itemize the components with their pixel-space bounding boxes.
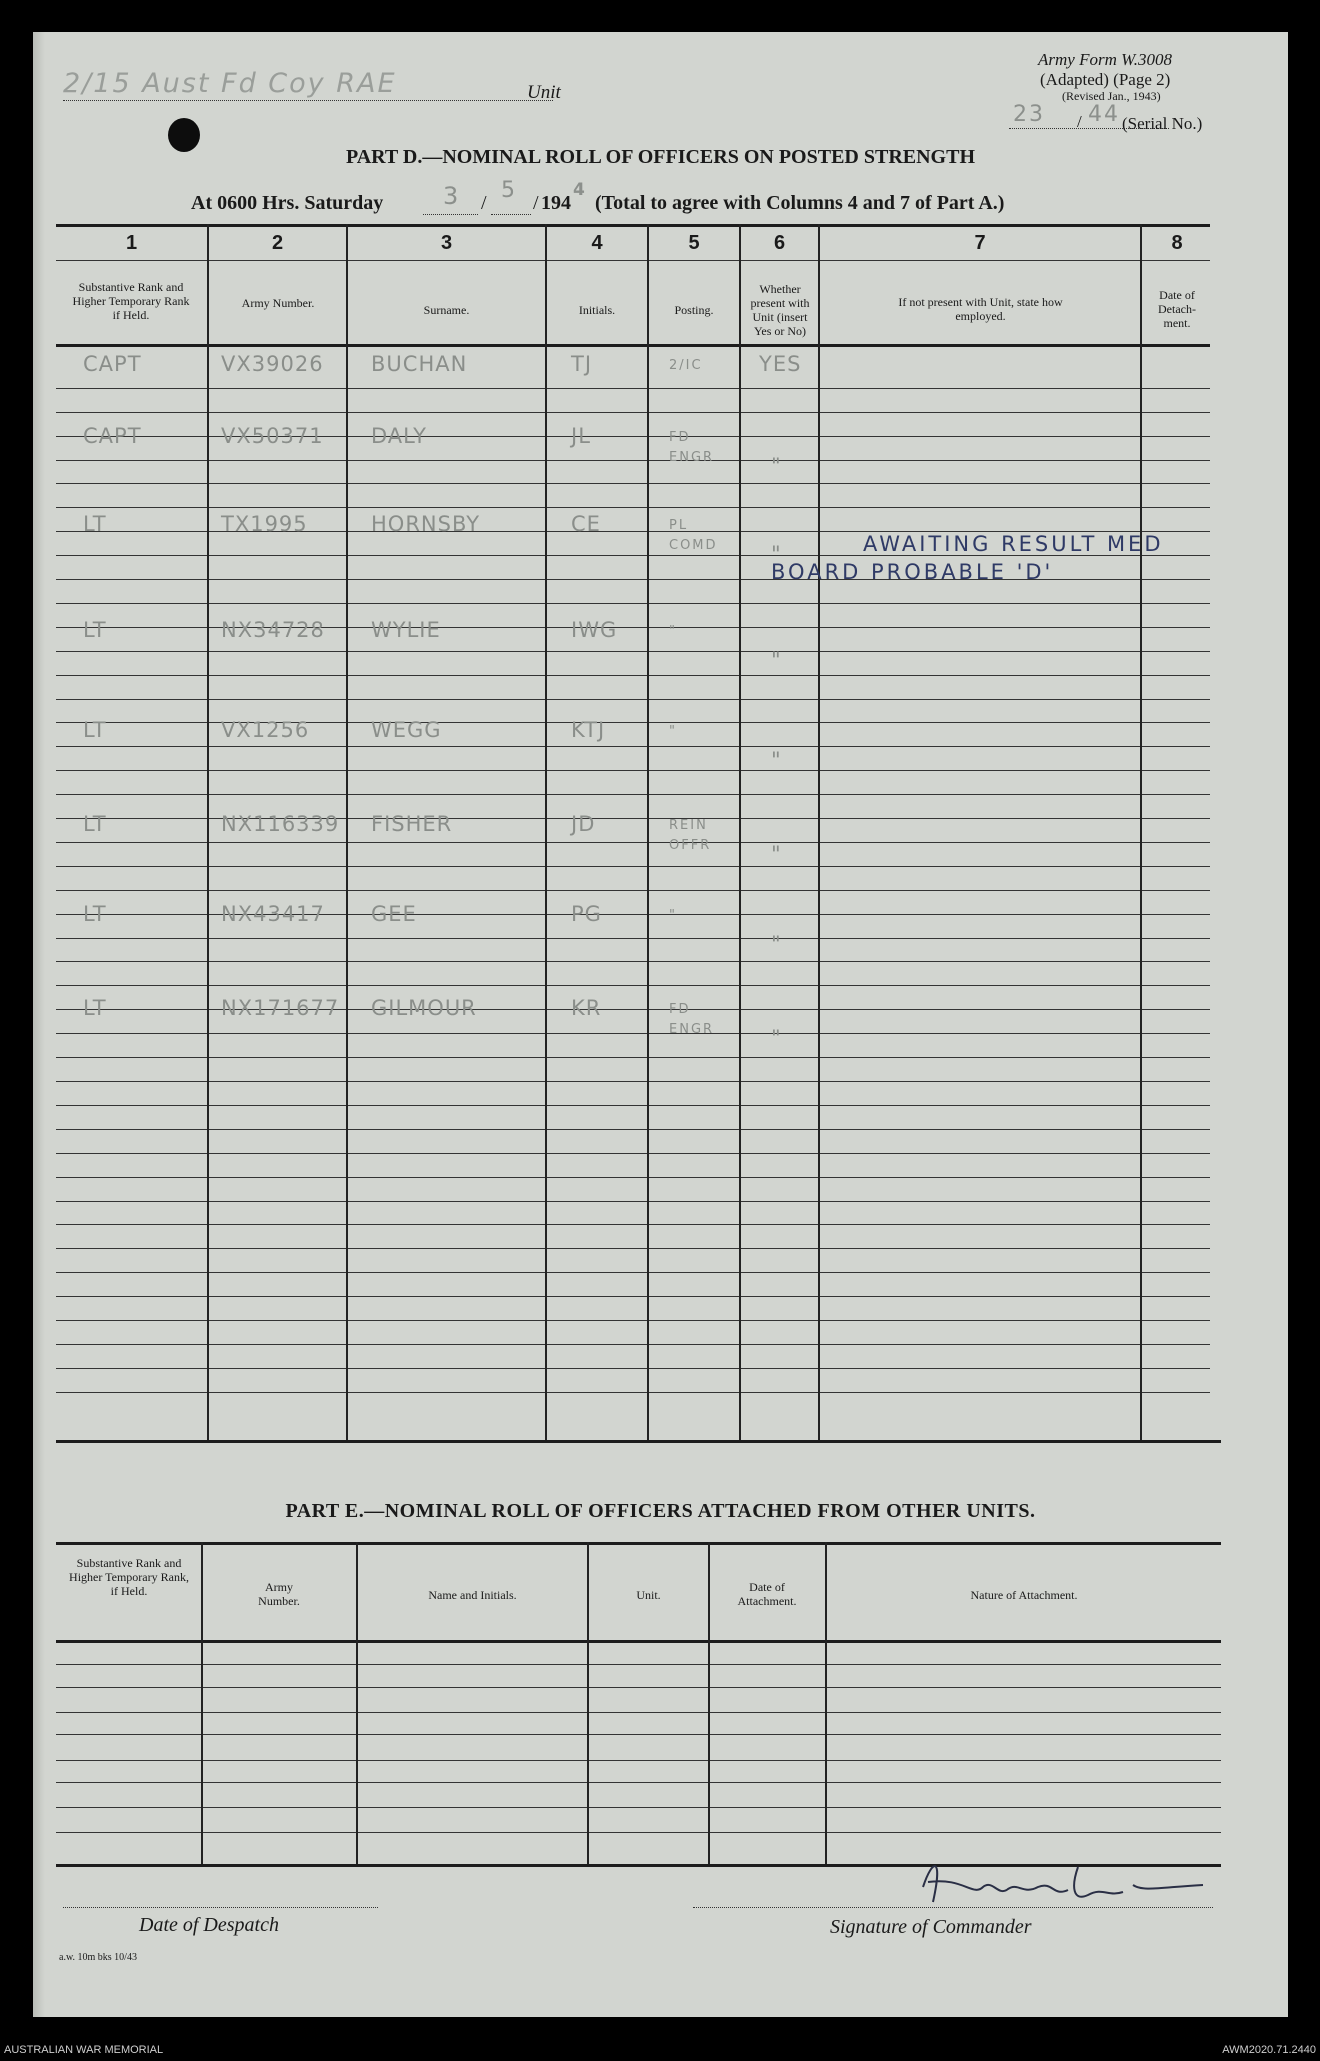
row-initials: JL	[571, 424, 591, 448]
unit-dotted-line	[63, 100, 553, 101]
col-num-4: 4	[591, 232, 603, 254]
col-num-5: 5	[688, 232, 700, 254]
row-number: VX39026	[221, 352, 324, 376]
row-number: NX116339	[221, 812, 340, 836]
row-initials: JD	[571, 812, 596, 836]
row-present: "	[771, 842, 782, 866]
date-of-despatch-label: Date of Despatch	[139, 1914, 279, 1936]
row-number: NX43417	[221, 902, 325, 926]
date-month: 5	[501, 178, 517, 203]
row-posting: "	[669, 724, 677, 739]
row-surname: GEE	[371, 902, 417, 926]
serial-label: (Serial No.)	[1122, 114, 1203, 133]
row-posting-line2: ENGR	[669, 450, 715, 465]
row-number: NX34728	[221, 618, 325, 642]
row-initials: CE	[571, 512, 601, 536]
col-num-6: 6	[773, 232, 786, 254]
row-present: "	[771, 932, 782, 956]
row-rank: LT	[83, 512, 107, 536]
archive-right: AWM2020.71.2440	[1222, 2044, 1316, 2056]
archive-bar	[0, 2017, 1320, 2061]
employment-note-line1: AWAITING RESULT MED	[863, 532, 1164, 556]
row-posting: FD	[669, 430, 691, 445]
row-initials: PG	[571, 902, 602, 926]
col-num-2: 2	[271, 232, 284, 254]
row-surname: DALY	[371, 424, 427, 448]
form-revised: (Revised Jan., 1943)	[1062, 89, 1161, 103]
archive-left: AUSTRALIAN WAR MEMORIAL	[4, 2044, 164, 2056]
part-d-title: PART D.—NOMINAL ROLL OF OFFICERS ON POSTED STRENGTH	[345, 146, 975, 168]
form-adapted: (Adapted) (Page 2)	[1040, 70, 1171, 89]
e-col-head-rank: Substantive Rank and Higher Temporary Rank, if Held.	[69, 1556, 189, 1598]
col-head-employment: If not present with Unit, state how employed.	[898, 295, 1063, 323]
row-posting-line2: COMD	[669, 538, 718, 553]
row-present: "	[771, 648, 782, 672]
row-rank: LT	[83, 718, 107, 742]
col-head-present: Whether present with Unit (insert Yes or No)	[750, 282, 810, 338]
col-num-3: 3	[440, 232, 453, 254]
date-year-suffix: 4	[573, 180, 587, 200]
unit-label: Unit	[527, 82, 561, 103]
row-number: VX50371	[221, 424, 324, 448]
row-posting: "	[669, 624, 677, 639]
row-initials: TJ	[571, 352, 593, 376]
time-suffix: (Total to agree with Columns 4 and 7 of Part A.)	[595, 192, 1005, 214]
row-posting: PL	[669, 518, 689, 533]
commander-signature	[903, 1857, 1223, 1917]
row-posting: 2/IC	[669, 358, 703, 373]
form-sheet: 2/15 Aust Fd Coy RAE Unit Army Form W.3008 (Adapted) (Page 2) (Revised Jan., 1943) 23 44 / (Serial No.) PART D.—NOMINAL ROLL OF OFFICERS ON POSTED STRENGTH At 0600 Hrs. Saturday 3 / 5 / 194 4 (Total to agree with Columns 4 and 7 of Part A.) 1 2 3 4 5 6 7 8 Substantive Rank and Higher Temporary Rank if Held. Army Number. Surname. Initials. Posting. Whether present with Unit (insert Yes or No) If not present with Unit, state how employed. Date of Detach-ment. CAPT VX39026 BUCHAN TJ YES 2/IC CAPT VX50371 DALY JL " FD ENGR LT TX1995 HORNSBY CE " PL COMD LT NX34728 WYLIE IWG " " LT VX1256 WEGG KTJ " " LT NX116339 FISHER JD " REIN OFFR LT NX43417 GEE PG " " LT NX171677 GILMOUR KR " FD ENGR AWAITING RESULT MED BOARD PROBABLE 'D' PART E.—NOMINAL ROLL OF OFFICERS ATTACHED FROM OTHER UNITS. Substantive Rank and Higher Temporary Rank, if Held. Army Number. Name and Initials. Unit. Date of Attachment. Nature of Attachment. Date of Despatch Signature of Commander a.w. 10m bks 10/43	[33, 32, 1288, 2017]
row-surname: GILMOUR	[371, 996, 477, 1020]
col-head-rank: Substantive Rank and Higher Temporary Rank if Held.	[72, 280, 190, 322]
col-num-7: 7	[974, 232, 986, 254]
col-num-8: 8	[1171, 232, 1183, 254]
row-posting: REIN	[669, 818, 708, 833]
row-posting-line2: OFFR	[669, 838, 712, 853]
row-surname: FISHER	[371, 812, 453, 836]
row-present: YES	[759, 352, 802, 376]
col-head-detachment: Date of Detach-ment.	[1158, 288, 1196, 330]
col-head-surname: Surname.	[423, 303, 470, 317]
row-initials: IWG	[571, 618, 618, 642]
row-rank: LT	[83, 996, 107, 1020]
row-number: VX1256	[221, 718, 310, 742]
row-posting: "	[669, 908, 677, 923]
row-posting-line2: ENGR	[669, 1022, 715, 1037]
row-surname: WYLIE	[371, 618, 441, 642]
form-title: Army Form W.3008	[1038, 50, 1172, 69]
e-col-head-unit: Unit.	[636, 1588, 661, 1602]
col-num-1: 1	[125, 232, 138, 254]
signature-of-commander-label: Signature of Commander	[830, 1916, 1032, 1938]
row-present: "	[771, 542, 782, 566]
row-number: NX171677	[221, 996, 340, 1020]
row-rank: CAPT	[83, 424, 142, 448]
row-posting: FD	[669, 1002, 691, 1017]
row-present: "	[771, 1026, 782, 1050]
employment-note-line2: BOARD PROBABLE 'D'	[771, 560, 1054, 584]
row-rank: CAPT	[83, 352, 142, 376]
col-head-army-number: Army Number.	[241, 296, 315, 310]
row-present: "	[771, 748, 782, 772]
col-head-initials: Initials.	[578, 303, 616, 317]
unit-handwritten: 2/15 Aust Fd Coy RAE	[63, 68, 397, 99]
date-year-prefix: 194	[541, 192, 571, 214]
serial-value-1: 23	[1013, 102, 1045, 127]
row-rank: LT	[83, 902, 107, 926]
row-initials: KTJ	[571, 718, 606, 742]
date-day: 3	[443, 182, 461, 210]
e-col-head-date: Date of Attachment.	[737, 1580, 797, 1608]
row-rank: LT	[83, 618, 107, 642]
row-surname: WEGG	[371, 718, 442, 742]
row-surname: BUCHAN	[371, 352, 468, 376]
row-present: "	[771, 454, 782, 478]
row-number: TX1995	[221, 512, 308, 536]
col-head-posting: Posting.	[674, 303, 714, 317]
serial-value-2: 44	[1088, 102, 1120, 127]
row-rank: LT	[83, 812, 107, 836]
row-initials: KR	[571, 996, 602, 1020]
e-col-head-nature: Nature of Attachment.	[970, 1588, 1078, 1602]
e-col-head-name: Name and Initials.	[428, 1588, 517, 1602]
e-col-head-army-number: Army Number.	[258, 1580, 300, 1608]
part-e-title: PART E.—NOMINAL ROLL OF OFFICERS ATTACHED FROM OTHER UNITS.	[285, 1500, 1036, 1522]
row-surname: HORNSBY	[371, 512, 481, 536]
time-prefix: At 0600 Hrs. Saturday	[191, 192, 384, 214]
print-code: a.w. 10m bks 10/43	[59, 1952, 137, 1963]
